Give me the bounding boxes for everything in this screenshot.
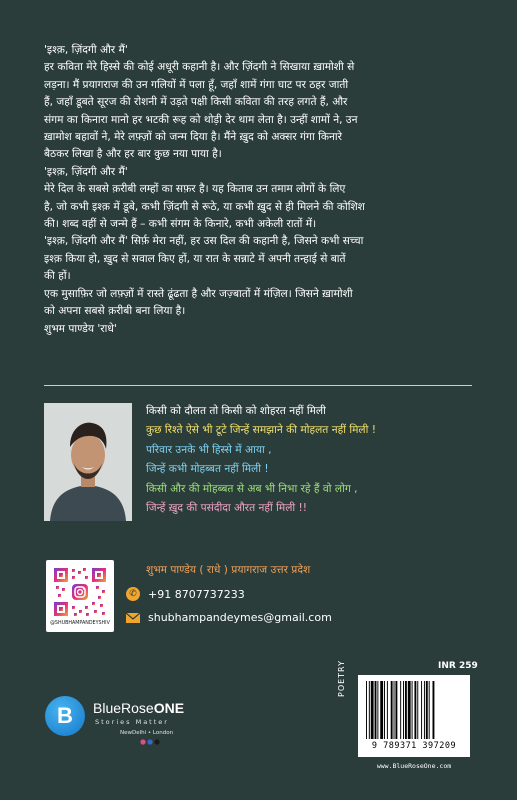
phone-icon: ✆ [126,587,140,601]
barcode-bar [433,681,435,739]
phone-contact[interactable] [126,587,245,601]
blurb-line: हर कविता मेरे हिस्से की कोई अधूरी कहानी है। और ज़िंदगी ने सिखाया ख़ामोशी से [44,61,355,74]
barcode-bar [424,681,425,739]
phone-number: +91 8707737233 [148,587,245,601]
barcode-bar [375,681,377,739]
author-portrait-illustration [44,403,132,521]
poem-line: परिवार उनके भी हिस्से में आया , [146,443,272,456]
instagram-handle: @SHUBHAMPANDEYSHIV [50,621,110,626]
barcode-bar [400,681,401,739]
blurb-signature: शुभम पाण्डेय 'राधे' [44,322,117,335]
barcode-bar [421,681,422,739]
blurb-line: मेरे दिल के सबसे क़रीबी लम्हों का सफ़र है। यह किताब उन तमाम लोगों के लिए [44,183,346,196]
poem [146,402,486,518]
barcode-bar [387,681,388,739]
barcode-bar [395,681,397,739]
barcode-bar [377,681,378,739]
barcode-bar [391,681,393,739]
qr-code-icon [52,566,108,618]
back-cover-blurb [44,42,484,338]
publisher-logo-icon: B [45,696,85,736]
blurb-line: बैठकर लिखा है और हर बार कुछ नया पाया है। [44,148,222,161]
author-name-location: शुभम पाण्डेय ( राधे ) प्रयागराज उत्तर प्रदेश [146,564,311,576]
publisher-tagline: Stories Matter [95,718,169,726]
email-address: shubhampandeymes@gmail.com [148,611,332,624]
barcode-bar [412,681,413,739]
poem-line: किसी को दौलत तो किसी को शोहरत नहीं मिली [146,405,326,417]
publisher-cities: NewDelhi • London [120,730,174,736]
blurb-line: की। शब्द वहीं से जन्मे हैं – कभी संगम के किनारे, कभी अकेली रातों में। [44,218,317,231]
barcode-bar [414,681,416,739]
blurb-line: इश्क़ किया हो, ख़ुद से सवाल किए हों, या रात के सन्नाटे में अपनी तन्हाई से बातें [44,252,346,265]
barcode-bar [408,681,411,739]
poem-line: जिन्हें कभी मोहब्बत नहीं मिली ! [146,463,269,476]
poem-line: जिन्हें ख़ुद की पसंदीदा औरत नहीं मिली !! [146,502,308,515]
barcode-bar [405,681,407,739]
blurb-line: लड़ना। मैं प्रयागराज की उन गलियों में पला हूँ, जहाँ शामें गंगा घाट पर ठहर जाती [44,78,349,91]
category-label: POETRY [337,660,346,697]
blurb-line: 'इश्क़, ज़िंदगी और मैं' सिर्फ़ मेरा नहीं, हर उस दिल की कहानी है, जिसने कभी सच्चा [44,235,364,248]
email-contact[interactable] [126,611,332,624]
blurb-line: को अपना सबसे क़रीबी बना लिया है। [44,305,186,318]
barcode-bar [394,681,395,739]
blurb-line: 'इश्क़, ज़िंदगी और मैं' [44,165,128,178]
poem-line: कुछ रिश्ते ऐसे भी टूटे जिन्हें समझाने की मोहलत नहीं मिली ! [146,424,376,437]
publisher-name [93,700,184,716]
publisher-name-part2: ONE [153,700,185,716]
barcode-bar [429,681,430,739]
blurb-line: संगम का किनारा मानो हर भटकी रूह को थोड़ी देर थाम लेता है। उन्हीं शामों ने, उन [44,113,358,126]
blurb-line: की हों। [44,270,71,283]
blurb-line: 'इश्क़, ज़िंदगी और मैं' [44,44,128,56]
barcode-bar [371,681,374,739]
blurb-line: हैं, जहाँ डूबते सूरज की रोशनी में उड़ते पक्षी किसी कविता की तरह लगते हैं, और [44,96,348,109]
barcode-bar [417,681,418,739]
social-icons [140,739,162,747]
barcode-bar [426,681,428,739]
divider [44,385,472,386]
instagram-qr-card[interactable] [46,560,114,632]
publisher-name-part1: BlueRose [93,700,154,716]
publisher-website: www.BlueRoseOne.com [376,762,452,770]
price-label: INR 259 [438,661,478,671]
barcode [358,675,470,757]
isbn-number: 9 789371 397209 [371,741,457,751]
mail-icon [126,613,140,623]
blurb-line: है, जो कभी इश्क़ में डूबे, कभी ज़िंदगी से रूठे, या कभी ख़ुद से ही मिलने की कोशिश [44,200,365,213]
barcode-bar [366,681,367,739]
barcode-bar [380,681,383,739]
author-photo [44,403,132,521]
barcode-bar [369,681,370,739]
poem-line: किसी और की मोहब्बत से अब भी निभा रहे हैं वो लोग , [146,482,358,495]
barcode-bar [384,681,385,739]
blurb-line: एक मुसाफ़िर जो लफ़्ज़ों में रास्ते ढूंढता है और जज़्बातों में मंज़िल। जिसने ख़ामोशी [44,287,353,300]
blurb-line: ख़ामोश बहावों ने, मेरे लफ़्ज़ों को जन्म दिया है। मैंने ख़ुद को अक्सर गंगा किनारे [44,131,342,144]
barcode-bars [358,675,470,741]
barcode-bar [403,681,404,739]
